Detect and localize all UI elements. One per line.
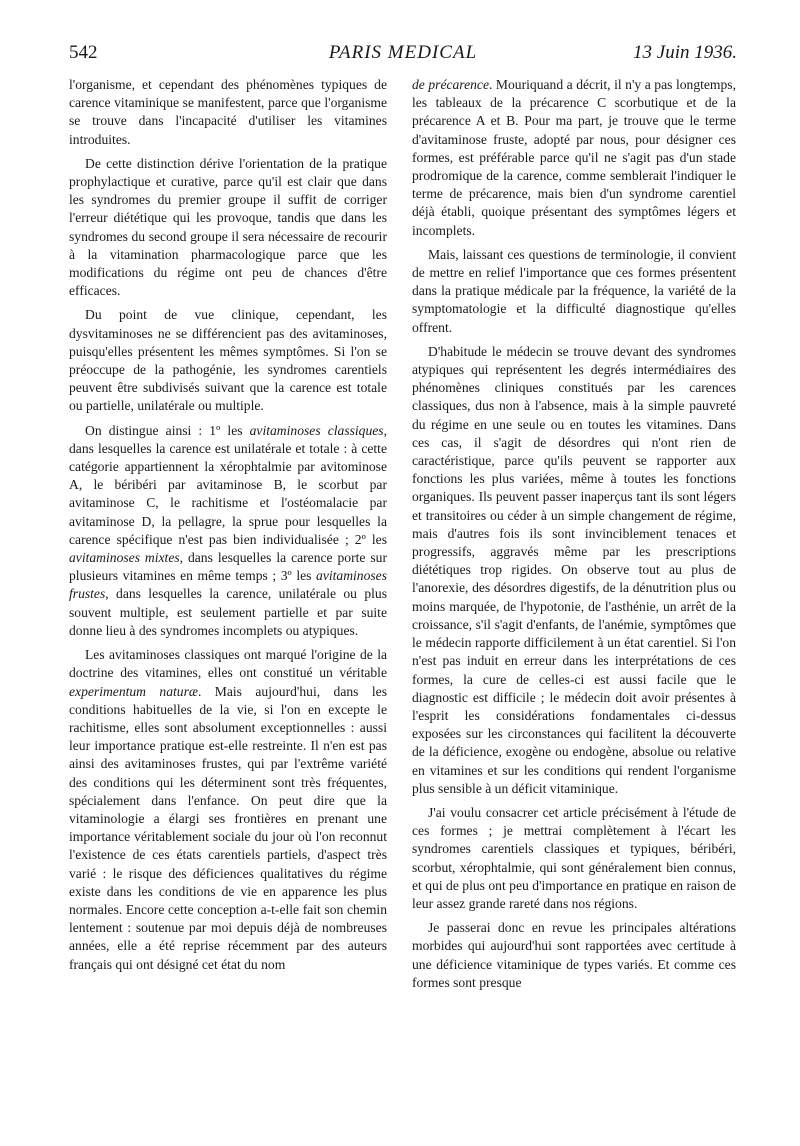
paragraph: Mais, laissant ces questions de terminologie, il convient de mettre en relief l'importance que ces formes présentent dans la pratique médicale par la fréquence, la variété de la symptomatologie et la difficulté diagnostique qu'elles offrent. xyxy=(412,246,736,335)
paragraph: Du point de vue clinique, cependant, les dysvitaminoses ne se différencient pas des avitaminoses, puisqu'elles présentent les mêmes symptômes. Si l'on se préoccupe de la pathogénie, les syndromes carentiels peuvent être subdivisés suivant que la carence est totale ou partielle, unilatérale ou multiple. xyxy=(69,307,387,414)
paragraph: J'ai voulu consacrer cet article précisément à l'étude de ces formes ; je mettrai complètement à l'écart les syndromes carentiels classiques et typiques, béribéri, scorbut, xérophtalmie, qui sont généralement bien connus, et qui de plus ont peu d'importance en pratique en raison de leur assez grande rareté dans nos régions. xyxy=(412,804,736,911)
issue-date: 13 Juin 1936. xyxy=(633,42,737,63)
right-column xyxy=(412,76,736,998)
paragraph: D'habitude le médecin se trouve devant des syndromes atypiques qui représentent les degrés intermédiaires des phénomènes cliniques constitués par les carences classiques, dus non à l'absence, mais à la simple pauvreté du régime en une seule ou en toutes les vitamines. Dans ces cas, il s'agit de désordres qui n'ont rien de caractéristique, parce qu'ils peuvent se rapporter aux fonctions les plus variées, même à toutes les fonctions organiques. Ils peuvent passer inaperçus tant ils sont légers et transitoires ou céder à un simple changement de régime, mais d'autres fois ils sont invinciblement tenaces et progressifs, aggravés même par les prescriptions diététiques trop rigides. On observe tout au plus de l'anorexie, des désordres digestifs, de la dénutrition plus ou moins marquée, de l'hypotonie, de l'asthénie, un arrêt de la croissance, s'il s'agit d'enfants, de l'anémie, symptômes que le médecin rapporte difficilement à un état carentiel. Si l'on n'est pas induit en erreur dans les interprétations de ces formes, la cure de celles-ci est aussi facile que le diagnostic est difficile ; le médecin doit avoir présentes à l'esprit les considérations fondamentales ci-dessus exposées sur les circonstances qui facilitent la découverte de la déficience, exogène ou endogène, absolue ou relative en vitamines et sur les conditions qui rendent l'organisme plus sensible à un déficit vitaminique. xyxy=(412,343,736,796)
left-column xyxy=(69,76,387,980)
paragraph: De cette distinction dérive l'orientation de la pratique prophylactique et curative, parce qu'il est clair que dans les syndromes du premier groupe il suffit de corriger l'erreur diététique qui les provoque, tandis que dans les syndromes du second groupe il sera nécessaire de recourir à la vitamination pharmacologique parce que les modifications du régime ont peu de chances d'être efficaces. xyxy=(69,155,387,299)
paragraph: On distingue ainsi : 1º les avitaminoses classiques, dans lesquelles la carence est unilatérale et totale : à cette catégorie appartiennent la xérophtalmie par avitominose A, le béribéri par avitaminose B, le scorbut par avitaminose C, le rachitisme et l'ostéomalacie par avitaminose D, la pellagre, la sprue pour lesquelles la carence spécifique n'est pas bien individualisée ; 2º les avitaminoses mixtes, dans lesquelles la carence porte sur plusieurs vitamines en même temps ; 3º les avitaminoses frustes, dans lesquelles la carence, unilatérale ou plus souvent multiple, est seulement partielle et par suite donne lieu à des syndromes incomplets ou atypiques. xyxy=(69,422,387,638)
paragraph: Les avitaminoses classiques ont marqué l'origine de la doctrine des vitamines, elles ont constitué un véritable experimentum naturæ. Mais aujourd'hui, dans les conditions habituelles de la vie, si l'on en excepte le rachitisme, elles sont absolument exceptionnelles : aussi leur importance pratique est-elle restreinte. Il n'en est pas ainsi des avitaminoses frustes, qui par l'extrême variété des conditions qui les déterminent sont très fréquentes, spécialement dans l'enfance. On peut dire que la vitaminologie a élargi ses frontières en prenant une importance véritablement sociale du jour où l'on reconnut l'existence de ces états carentiels partiels, d'aspect très varié : le risque des déficiences qualitatives du régime existe dans les conditions de vie en apparence les plus normales. Encore cette conception a-t-elle fait son chemin lentement : soutenue par moi depuis déjà de nombreuses années, elle a été reprise récemment par des auteurs français qui ont désigné cet état du nom xyxy=(69,647,387,972)
paragraph: de précarence. Mouriquand a décrit, il n'y a pas longtemps, les tableaux de la précarence C scorbutique et de la précarence A et B. Pour ma part, je trouve que le terme d'avitaminose fruste, adopté par nous, pour désigner ces formes, est préférable parce qu'il ne s'agit pas d'un stade prodromique de la carence, comme semblerait l'indiquer le terme de précarence, mais bien d'un syndrome carentiel déjà établi, quoique présentant des symptômes légers et incomplets. xyxy=(412,77,736,238)
page-number: 542 xyxy=(69,42,98,63)
journal-title: PARIS MEDICAL xyxy=(328,42,478,63)
running-header xyxy=(69,42,737,72)
paragraph: Je passerai donc en revue les principales altérations morbides qui aujourd'hui sont rapportées avec certitude à une déficience vitaminique de types variés. Et comme ces formes sont presque xyxy=(412,920,736,990)
paragraph: l'organisme, et cependant des phénomènes typiques de carence vitaminique se manifestent, parce que l'organisme se trouve dans l'incapacité d'utiliser les vitamines introduites. xyxy=(69,77,387,147)
